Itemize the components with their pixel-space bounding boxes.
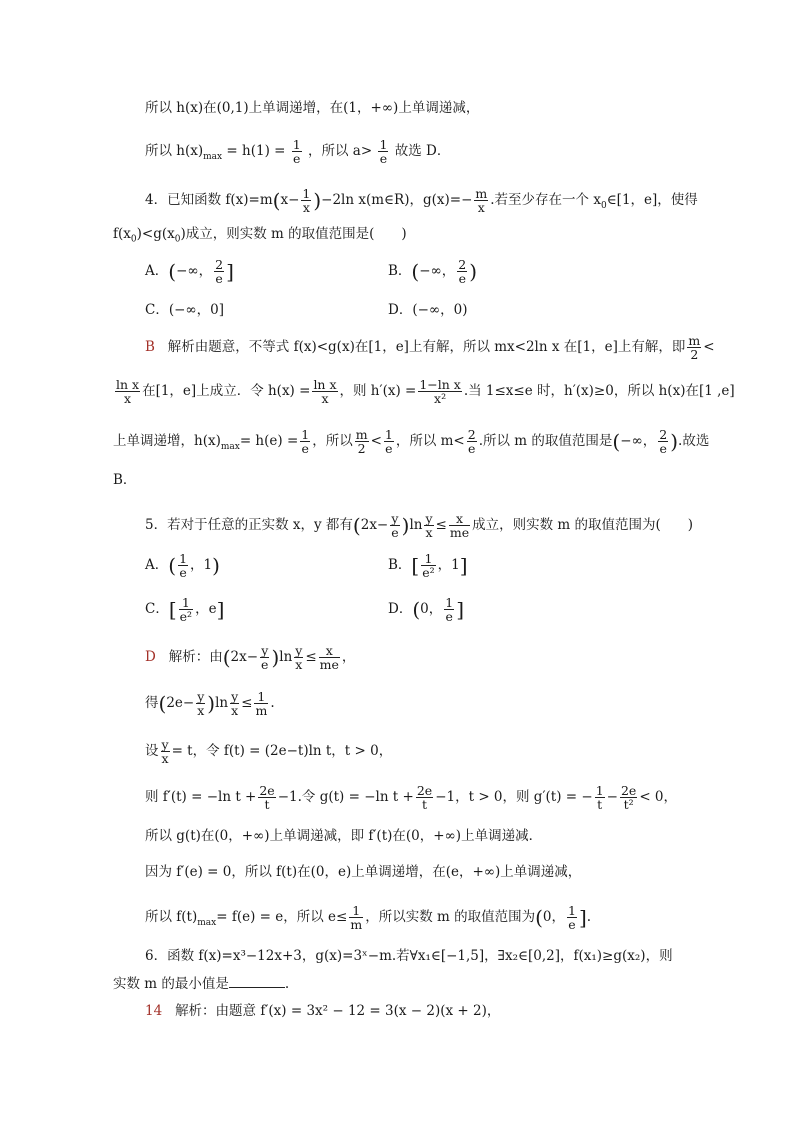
fraction bbox=[444, 596, 454, 623]
fraction bbox=[161, 738, 170, 765]
solution-5-line-2 bbox=[145, 690, 275, 717]
fraction bbox=[620, 784, 637, 811]
solution-5-line-6 bbox=[145, 866, 581, 880]
subscript: max bbox=[203, 151, 223, 162]
paren: ) bbox=[212, 553, 220, 578]
solution-5-line-7 bbox=[145, 904, 591, 931]
text: 所以 f(t) bbox=[145, 909, 198, 926]
text: .当 1≤x≤e 时，h′(x)≥0，所以 h(x)在[1 ,e] bbox=[463, 383, 735, 400]
answer-blank[interactable] bbox=[229, 975, 285, 988]
option-text: D．(−∞，0) bbox=[388, 302, 468, 318]
fraction bbox=[424, 512, 433, 539]
subscript: 0 bbox=[130, 234, 137, 245]
paren: ( bbox=[168, 553, 177, 578]
text-line-2 bbox=[145, 138, 450, 165]
text: −∞， bbox=[419, 263, 456, 280]
text: 6．函数 f(x)=x³−12x+3，g(x)=3ˣ−m.若∀x₁∈[−1,5]，∃x₂∈[0,2]，f(x₁)≥g(x₂)，则 bbox=[145, 948, 673, 964]
text: 在[1，e]上成立．令 h(x) = bbox=[142, 383, 311, 400]
option-5c[interactable] bbox=[145, 596, 224, 623]
bracket: [ bbox=[168, 597, 177, 622]
denominator: x bbox=[477, 200, 485, 216]
text: ∈[1，e]，使得 bbox=[606, 192, 698, 209]
text: ，1 bbox=[190, 557, 213, 574]
fraction bbox=[416, 784, 433, 811]
denominator: e bbox=[468, 441, 476, 457]
text: ，所以实数 m 的取值范围为 bbox=[365, 909, 536, 926]
denominator: x bbox=[231, 703, 239, 719]
text: 则 f′(t) = −ln t + bbox=[145, 789, 257, 806]
numerator: 1 bbox=[349, 904, 363, 918]
question-6-line-1 bbox=[145, 950, 673, 964]
option-4c[interactable] bbox=[145, 298, 224, 318]
paren: ) bbox=[271, 645, 280, 670]
option-label: D． bbox=[388, 601, 413, 618]
denominator: me bbox=[319, 657, 339, 673]
paren: ( bbox=[411, 259, 420, 284]
denominator: t bbox=[422, 797, 428, 813]
denominator: e bbox=[445, 609, 453, 625]
solution-6-line-1 bbox=[145, 1005, 500, 1019]
text: . bbox=[284, 976, 290, 992]
numerator: 1 bbox=[445, 595, 454, 610]
denominator: e bbox=[379, 151, 388, 167]
text: ≤ bbox=[305, 649, 317, 666]
option-4b[interactable] bbox=[388, 258, 477, 285]
text: ≤ bbox=[241, 695, 253, 712]
text: 2x− bbox=[230, 649, 259, 666]
paren: ) bbox=[401, 513, 410, 538]
denominator: e² bbox=[179, 609, 193, 625]
numerator: y bbox=[391, 511, 399, 526]
question-5-line-1 bbox=[145, 512, 693, 539]
fraction bbox=[449, 512, 470, 539]
fraction bbox=[457, 258, 467, 285]
subscript: 0 bbox=[600, 200, 607, 211]
numerator: y bbox=[295, 643, 303, 658]
option-label: B． bbox=[388, 263, 412, 280]
numerator: 1 bbox=[421, 552, 435, 566]
numerator: 2 bbox=[458, 257, 467, 272]
numerator: 2 bbox=[467, 427, 476, 442]
denominator: e bbox=[179, 565, 187, 581]
text: < 0， bbox=[639, 789, 678, 806]
paren: ( bbox=[352, 513, 361, 538]
numerator: x bbox=[319, 644, 340, 658]
text: B． bbox=[113, 472, 137, 488]
fraction bbox=[467, 428, 477, 455]
option-text: C．(−∞，0] bbox=[145, 302, 225, 318]
paren: ( bbox=[168, 259, 177, 284]
fraction bbox=[349, 904, 363, 931]
fraction bbox=[214, 258, 224, 285]
numerator: y bbox=[231, 689, 239, 704]
numerator: ln x bbox=[116, 377, 140, 392]
subscript: max bbox=[197, 917, 217, 928]
text: −1，t > 0，则 g′(t) = − bbox=[435, 789, 593, 806]
denominator: e bbox=[385, 441, 393, 457]
fraction bbox=[254, 690, 268, 717]
text: .故选 bbox=[678, 433, 710, 450]
fraction bbox=[595, 784, 605, 811]
text: 所以 h(x)在(0,1)上单调递增，在(1，+∞)上单调递减， bbox=[145, 100, 480, 116]
fraction bbox=[390, 512, 399, 539]
fraction bbox=[312, 378, 337, 405]
text: f(x bbox=[113, 226, 131, 242]
numerator: 1 bbox=[179, 551, 188, 566]
paren: ( bbox=[412, 597, 421, 622]
denominator: me bbox=[449, 525, 470, 541]
fraction bbox=[258, 784, 275, 811]
numerator: ln x bbox=[313, 377, 337, 392]
denominator: x bbox=[295, 657, 303, 673]
numerator: 1 bbox=[254, 690, 268, 704]
solution-4-line-2 bbox=[113, 378, 735, 405]
numerator: y bbox=[425, 511, 433, 526]
numerator: y bbox=[161, 737, 169, 752]
text: )成立，则实数 m 的取值范围是( ) bbox=[180, 226, 407, 242]
text: ，所以 m< bbox=[395, 433, 465, 450]
text: = t，令 f(t) = (2e−t)ln t，t > 0， bbox=[171, 743, 393, 760]
denominator: x² bbox=[434, 391, 447, 407]
text: −2ln x(m∈R)，g(x)=− bbox=[321, 192, 473, 209]
fraction bbox=[300, 428, 310, 455]
text: 解析：由题意 f′(x) = 3x² − 12 = 3(x − 2)(x + 2)， bbox=[175, 1003, 501, 1019]
question-4-line-1 bbox=[145, 187, 698, 214]
numerator: 2 bbox=[215, 257, 224, 272]
text: 所以 h(x) bbox=[145, 143, 204, 160]
text: ，所以 bbox=[312, 433, 353, 450]
fraction bbox=[421, 552, 435, 579]
answer-value: 14 bbox=[145, 1003, 163, 1019]
text: 0， bbox=[542, 909, 565, 926]
option-5d[interactable] bbox=[388, 596, 464, 623]
numerator: m bbox=[688, 333, 701, 348]
denominator: t bbox=[264, 797, 270, 813]
bracket: ] bbox=[216, 597, 225, 622]
denominator: x bbox=[124, 391, 132, 407]
solution-4-line-4 bbox=[113, 474, 136, 488]
denominator: e bbox=[261, 657, 269, 673]
text: −∞， bbox=[620, 433, 657, 450]
solution-5-line-1 bbox=[145, 644, 355, 671]
denominator: e bbox=[458, 271, 466, 287]
paren: ( bbox=[222, 645, 231, 670]
fraction bbox=[115, 378, 140, 405]
denominator: m bbox=[350, 917, 363, 933]
text: ，所以 a> bbox=[308, 143, 373, 160]
fraction bbox=[418, 378, 462, 405]
denominator: e bbox=[301, 441, 309, 457]
numerator: 1 bbox=[301, 427, 310, 442]
text: ≤ bbox=[435, 517, 447, 534]
option-label: A． bbox=[145, 263, 169, 280]
text: ln bbox=[215, 695, 229, 712]
denominator: t bbox=[597, 797, 603, 813]
solution-4-line-1 bbox=[145, 334, 715, 361]
text: = f(e) = e，所以 e≤ bbox=[216, 909, 348, 926]
answer-letter: B bbox=[145, 339, 155, 356]
text: = h(1) = bbox=[226, 143, 286, 160]
denominator: x bbox=[161, 751, 169, 767]
numerator: 2e bbox=[259, 783, 275, 798]
denominator: x bbox=[321, 391, 329, 407]
fraction bbox=[567, 904, 577, 931]
paren: ( bbox=[535, 905, 543, 930]
numerator: 1 bbox=[302, 186, 311, 201]
fraction bbox=[378, 138, 388, 165]
bracket: [ bbox=[411, 553, 420, 578]
option-5b[interactable] bbox=[388, 552, 468, 579]
text: 解析：由 bbox=[168, 649, 223, 666]
fraction bbox=[294, 644, 303, 671]
fraction bbox=[384, 428, 394, 455]
text: 上单调递增，h(x) bbox=[113, 433, 221, 450]
numerator: 1 bbox=[568, 903, 576, 918]
subscript: 0 bbox=[174, 234, 181, 245]
denominator: 2 bbox=[690, 347, 699, 363]
fraction bbox=[687, 334, 701, 361]
text: .所以 m 的取值范围是 bbox=[478, 433, 613, 450]
fraction bbox=[260, 644, 269, 671]
text: .若至少存在一个 x bbox=[490, 192, 601, 209]
option-4a[interactable] bbox=[145, 258, 234, 285]
numerator: 2e bbox=[620, 783, 637, 798]
option-5a[interactable] bbox=[145, 552, 220, 579]
text: 解析由题意，不等式 f(x)<g(x)在[1，e]上有解，所以 mx<2ln x 在[1，e]上有解，即 bbox=[167, 339, 686, 356]
option-4d[interactable] bbox=[388, 298, 468, 318]
bracket: ] bbox=[226, 259, 234, 284]
paren: ) bbox=[469, 259, 478, 284]
numerator: 1 bbox=[292, 137, 301, 152]
option-label: A． bbox=[145, 557, 169, 574]
text: < bbox=[703, 339, 715, 356]
text: = h(e) = bbox=[239, 433, 299, 450]
text: 4．已知函数 f(x)=m bbox=[145, 192, 273, 209]
text: x− bbox=[280, 192, 300, 209]
text: . bbox=[270, 695, 275, 712]
text: 实数 m 的最小值是 bbox=[113, 976, 229, 992]
text: 2x− bbox=[360, 517, 389, 534]
text: 设 bbox=[145, 743, 159, 760]
text: 5．若对于任意的正实数 x，y 都有 bbox=[145, 517, 353, 534]
text: −1.令 g(t) = −ln t + bbox=[277, 789, 414, 806]
denominator: e bbox=[568, 917, 576, 933]
denominator: x bbox=[302, 200, 310, 216]
text-line-1 bbox=[145, 102, 479, 116]
text: 2e− bbox=[166, 695, 195, 712]
numerator: 2e bbox=[416, 783, 433, 798]
text: ，1 bbox=[437, 557, 460, 574]
paren: ) bbox=[670, 429, 679, 454]
paren: ( bbox=[612, 429, 621, 454]
numerator: 1 bbox=[595, 783, 604, 798]
text: ， bbox=[341, 649, 356, 666]
numerator: m bbox=[475, 186, 488, 201]
text: < bbox=[370, 433, 382, 450]
solution-5-line-3 bbox=[145, 738, 392, 765]
numerator: y bbox=[197, 689, 205, 704]
denominator: x bbox=[425, 525, 433, 541]
answer-letter: D bbox=[145, 649, 156, 666]
bracket: ] bbox=[578, 905, 587, 930]
text: . bbox=[586, 909, 592, 926]
text: ln bbox=[409, 517, 423, 534]
paren: ) bbox=[313, 188, 322, 213]
solution-5-line-4 bbox=[145, 784, 677, 811]
denominator: m bbox=[255, 703, 268, 719]
fraction bbox=[301, 187, 311, 214]
numerator: y bbox=[261, 643, 269, 658]
paren: ) bbox=[207, 691, 216, 716]
denominator: t² bbox=[623, 797, 634, 813]
text: )<g(x bbox=[136, 226, 175, 242]
fraction bbox=[658, 428, 668, 455]
paren: ( bbox=[272, 188, 281, 213]
question-4-line-2 bbox=[113, 228, 407, 245]
fraction bbox=[230, 690, 239, 717]
bracket: ] bbox=[459, 553, 468, 578]
numerator: 2 bbox=[659, 427, 668, 442]
option-label: C． bbox=[145, 601, 169, 618]
paren: ( bbox=[158, 691, 167, 716]
fraction bbox=[292, 138, 302, 165]
denominator: e bbox=[391, 525, 399, 541]
subscript: max bbox=[220, 441, 240, 452]
denominator: e bbox=[293, 151, 301, 167]
numerator: m bbox=[355, 427, 368, 442]
numerator: 1 bbox=[384, 427, 393, 442]
fraction bbox=[196, 690, 205, 717]
text: 所以 g(t)在(0，+∞)上单调递减，即 f′(t)在(0，+∞)上单调递减． bbox=[145, 828, 543, 844]
solution-4-line-3 bbox=[113, 428, 709, 455]
numerator: 1 bbox=[379, 137, 388, 152]
numerator: x bbox=[449, 512, 470, 526]
text: −∞， bbox=[176, 263, 213, 280]
fraction bbox=[179, 596, 193, 623]
text: 成立，则实数 m 的取值范围为( ) bbox=[472, 517, 694, 534]
text: 因为 f′(e) = 0，所以 f(t)在(0，e)上单调递增，在(e，+∞)上单调递减， bbox=[145, 864, 582, 880]
text: ln bbox=[279, 649, 293, 666]
denominator: e bbox=[659, 441, 667, 457]
text: 故选 D． bbox=[394, 143, 451, 160]
question-6-line-2 bbox=[113, 975, 289, 992]
text: 得 bbox=[145, 695, 159, 712]
option-label: B． bbox=[388, 557, 412, 574]
denominator: 2 bbox=[357, 441, 366, 457]
fraction bbox=[178, 552, 188, 579]
text: 0， bbox=[420, 601, 443, 618]
text: ，e bbox=[195, 601, 217, 618]
fraction bbox=[474, 187, 488, 214]
text: ，则 h′(x) = bbox=[339, 383, 417, 400]
numerator: 1−ln x bbox=[419, 377, 461, 392]
fraction bbox=[319, 644, 340, 671]
text: − bbox=[606, 789, 618, 806]
solution-5-line-5 bbox=[145, 830, 542, 844]
numerator: 1 bbox=[179, 596, 193, 610]
denominator: e bbox=[215, 271, 223, 287]
bracket: ] bbox=[456, 597, 464, 622]
fraction bbox=[355, 428, 369, 455]
denominator: x bbox=[197, 703, 205, 719]
denominator: e² bbox=[422, 565, 435, 581]
